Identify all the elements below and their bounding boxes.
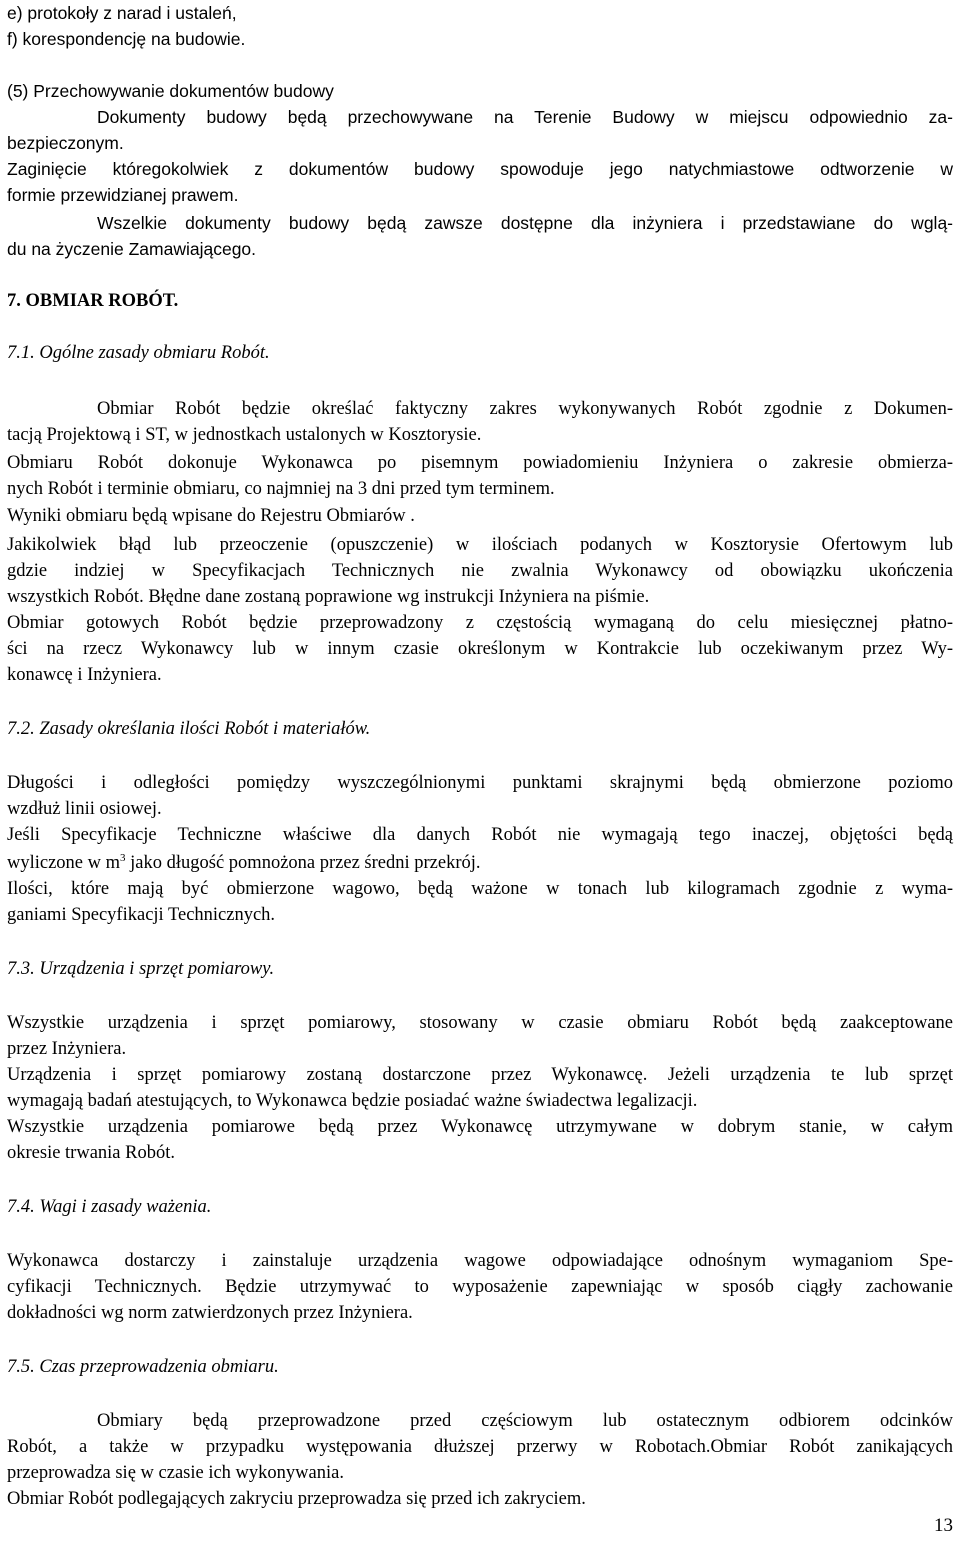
paragraph-line: Urządzenia i sprzęt pomiarowy zostaną dostarczone przez Wykonawcę. Jeżeli urządzenia te lub sprzęt	[7, 1065, 953, 1085]
paragraph-line: okresie trwania Robót.	[7, 1143, 175, 1163]
paragraph-line: Obmiar Robót podlegających zakryciu przeprowadza się przed ich zakryciem.	[7, 1489, 586, 1509]
paragraph-line: Obmiar Robót będzie określać faktyczny zakres wykonywanych Robót zgodnie z Dokumen-	[97, 399, 953, 419]
paragraph-line: Wszelkie dokumenty budowy będą zawsze dostępne dla inżyniera i przedstawiane do wglą-	[97, 213, 953, 233]
paragraph-line: Wszystkie urządzenia pomiarowe będą przez Wykonawcę utrzymywane w dobrym stanie, w całym	[7, 1117, 953, 1137]
paragraph-line: przez Inżyniera.	[7, 1039, 127, 1059]
list-item-f: f) korespondencję na budowie.	[7, 29, 246, 49]
paragraph-line: bezpieczonym.	[7, 133, 124, 153]
paragraph-line: Obmiaru Robót dokonuje Wykonawca po pisemnym powiadomieniu Inżyniera o zakresie obmierza-	[7, 453, 953, 473]
paragraph-line: Ilości, które mają być obmierzone wagowo, będą ważone w tonach lub kilogramach zgodnie z wyma-	[7, 879, 953, 899]
page-number: 13	[934, 1515, 953, 1536]
subsection-heading: 7.2. Zasady określania ilości Robót i materiałów.	[7, 719, 371, 739]
paragraph-line: du na życzenie Zamawiającego.	[7, 239, 257, 259]
paragraph-line: wymagają badań atestujących, to Wykonawca będzie posiadać ważne świadectwa legalizacji.	[7, 1091, 698, 1111]
paragraph-line: tacją Projektową i ST, w jednostkach ustalonych w Kosztorysie.	[7, 425, 482, 445]
paragraph-line: cyfikacji Technicznych. Będzie utrzymywać to wyposażenie zapewniając w sposób ciągły zachowanie	[7, 1277, 953, 1297]
subsection-heading: 7.1. Ogólne zasady obmiaru Robót.	[7, 343, 270, 363]
text-span: jako długość pomnożona przez średni przekrój.	[125, 853, 481, 873]
list-item-e: e) protokoły z narad i ustaleń,	[7, 3, 237, 23]
chapter-heading: 7. OBMIAR ROBÓT.	[7, 291, 179, 311]
subsection-heading: 7.3. Urządzenia i sprzęt pomiarowy.	[7, 959, 275, 979]
paragraph-line	[7, 850, 953, 876]
section-heading-storage: (5) Przechowywanie dokumentów budowy	[7, 81, 334, 101]
paragraph-line: Obmiary będą przeprowadzone przed częściowym lub ostatecznym odbiorem odcinków	[97, 1411, 953, 1431]
paragraph-line: formie przewidzianej prawem.	[7, 185, 239, 205]
paragraph-line: Jeśli Specyfikacje Techniczne właściwe dla danych Robót nie wymagają tego inaczej, objętości będą	[7, 825, 953, 845]
paragraph-line: gdzie indziej w Specyfikacjach Technicznych nie zwalnia Wykonawcy od obowiązku ukończenia	[7, 561, 953, 581]
paragraph-line: Obmiar gotowych Robót będzie przeprowadzony z częstością wymaganą do celu miesięcznej płatno-	[7, 613, 953, 633]
paragraph-line: Wszystkie urządzenia i sprzęt pomiarowy, stosowany w czasie obmiaru Robót będą zaakceptowane	[7, 1013, 953, 1033]
paragraph-line: Długości i odległości pomiędzy wyszczególnionymi punktami skrajnymi będą obmierzone poziomo	[7, 773, 953, 793]
paragraph-line: Robót, a także w przypadku występowania dłuższej przerwy w Robotach.Obmiar Robót zanikających	[7, 1437, 953, 1457]
subsection-heading: 7.5. Czas przeprowadzenia obmiaru.	[7, 1357, 279, 1377]
paragraph-line: dokładności wg norm zatwierdzonych przez Inżyniera.	[7, 1303, 413, 1323]
subsection-heading: 7.4. Wagi i zasady ważenia.	[7, 1197, 212, 1217]
paragraph-line: Wyniki obmiaru będą wpisane do Rejestru Obmiarów .	[7, 506, 415, 526]
superscript-exponent: 3	[120, 852, 126, 864]
paragraph-line: Dokumenty budowy będą przechowywane na Terenie Budowy w miejscu odpowiednio za-	[97, 107, 953, 127]
paragraph-line: przeprowadza się w czasie ich wykonywania.	[7, 1463, 344, 1483]
paragraph-line: Zaginięcie któregokolwiek z dokumentów budowy spowoduje jego natychmiastowe odtworzenie w	[7, 159, 953, 179]
paragraph-line: konawcę i Inżyniera.	[7, 665, 162, 685]
paragraph-line: ści na rzecz Wykonawcy lub w innym czasie określonym w Kontrakcie lub oczekiwanym przez Wy-	[7, 639, 953, 659]
paragraph-line: wzdłuż linii osiowej.	[7, 799, 162, 819]
paragraph-line: Wykonawca dostarczy i zainstaluje urządzenia wagowe odpowiadające odnośnym wymaganiom Spe-	[7, 1251, 953, 1271]
paragraph-line: nych Robót i terminie obmiaru, co najmniej na 3 dni przed tym terminem.	[7, 479, 555, 499]
paragraph-line: wszystkich Robót. Błędne dane zostaną poprawione wg instrukcji Inżyniera na piśmie.	[7, 587, 650, 607]
paragraph-line: ganiami Specyfikacji Technicznych.	[7, 905, 276, 925]
text-span: wyliczone w m	[7, 853, 121, 873]
paragraph-line: Jakikolwiek błąd lub przeoczenie (opuszczenie) w ilościach podanych w Kosztorysie Ofertowym lub	[7, 535, 953, 555]
